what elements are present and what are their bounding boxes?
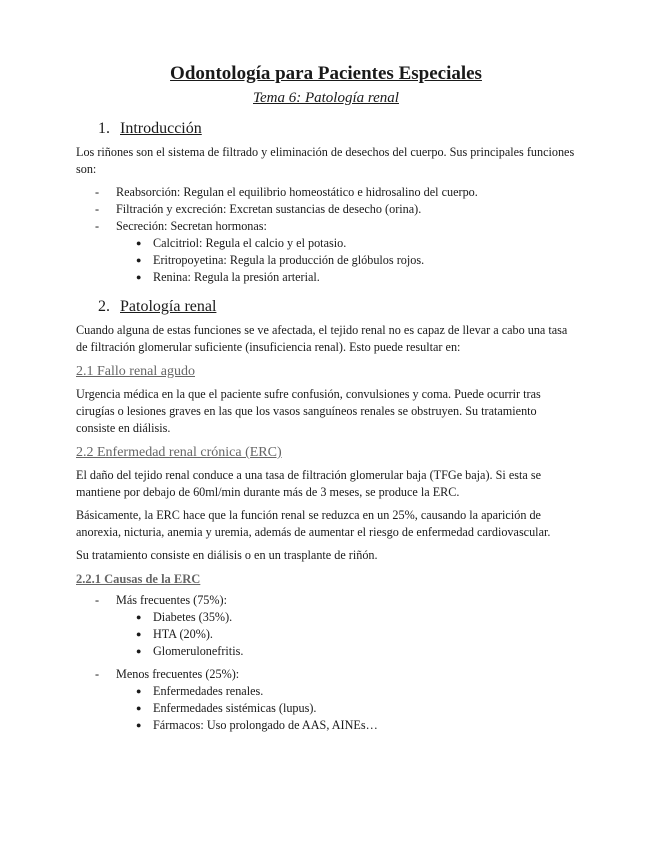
list-item-text: Menos frecuentes (25%): <box>116 667 240 681</box>
section-title: Introducción <box>120 120 202 137</box>
list-item-text: Reabsorción: Regulan el equilibrio homeostático e hidrosalino del cuerpo. <box>116 185 478 199</box>
list-item-text: Renina: Regula la presión arterial. <box>153 270 320 284</box>
paragraph: Su tratamiento consiste en diálisis o en un trasplante de riñón. <box>76 548 378 562</box>
list-item-text: Calcitriol: Regula el calcio y el potasio. <box>153 236 347 250</box>
list-item-text: HTA (20%). <box>153 627 213 641</box>
bullet-icon: ● <box>136 646 142 656</box>
document-title: Odontología para Pacientes Especiales <box>170 63 482 84</box>
section-heading-introduccion <box>76 118 576 140</box>
section-title: Patología renal <box>120 298 217 315</box>
subsubsection-heading-causas: 2.2.1 Causas de la ERC <box>76 572 201 586</box>
dash-marker: - <box>95 219 100 233</box>
list-item <box>116 717 576 734</box>
dash-marker: - <box>95 667 100 681</box>
paragraph: El daño del tejido renal conduce a una tasa de filtración glomerular baja (TFGe baja). Si esta se mantiene por debajo de 60ml/min durante más de 3 meses, se produce la ERC. <box>76 468 541 499</box>
list-item <box>116 269 576 286</box>
list-item-text: Más frecuentes (75%): <box>116 593 227 607</box>
list-item <box>76 666 576 734</box>
less-frequent-causes-list <box>116 683 576 734</box>
list-item <box>116 235 576 252</box>
list-item-text: Enfermedades renales. <box>153 684 264 698</box>
list-item-text: Eritropoyetina: Regula la producción de glóbulos rojos. <box>153 253 425 267</box>
frequent-causes-list <box>116 609 576 660</box>
document-subtitle: Tema 6: Patología renal <box>253 90 399 106</box>
list-item-text: Enfermedades sistémicas (lupus). <box>153 701 317 715</box>
list-item-text: Glomerulonefritis. <box>153 644 244 658</box>
dash-marker: - <box>95 185 100 199</box>
bullet-icon: ● <box>136 703 142 713</box>
bullet-icon: ● <box>136 255 142 265</box>
list-item-text: Fármacos: Uso prolongado de AAS, AINEs… <box>153 718 378 732</box>
list-item-text: Filtración y excreción: Excretan sustancias de desecho (orina). <box>116 202 422 216</box>
bullet-icon: ● <box>136 612 142 622</box>
list-item <box>116 626 576 643</box>
section-number: 1. <box>98 120 110 137</box>
document-page <box>76 62 576 734</box>
causes-list <box>76 592 576 734</box>
list-item <box>76 218 576 286</box>
bullet-icon: ● <box>136 272 142 282</box>
functions-list <box>76 184 576 286</box>
section-heading-patologia-renal <box>76 296 576 318</box>
list-item <box>116 609 576 626</box>
bullet-icon: ● <box>136 686 142 696</box>
subsection-heading-erc: 2.2 Enfermedad renal crónica (ERC) <box>76 445 282 460</box>
intro-paragraph: Los riñones son el sistema de filtrado y eliminación de desechos del cuerpo. Sus principales funciones son: <box>76 145 575 176</box>
intro-paragraph: Cuando alguna de estas funciones se ve afectada, el tejido renal no es capaz de llevar a cabo una tasa de filtración glomerular suficiente (insuficiencia renal). Esto puede resultar en: <box>76 323 568 354</box>
list-item-text: Diabetes (35%). <box>153 610 233 624</box>
list-item <box>76 184 576 201</box>
bullet-icon: ● <box>136 720 142 730</box>
dash-marker: - <box>95 202 100 216</box>
paragraph: Urgencia médica en la que el paciente sufre confusión, convulsiones y coma. Puede ocurrir tras cirugías o lesiones graves en las que los vasos sanguíneos renales se obstruyen. Su tratamiento consiste en diálisis. <box>76 387 541 435</box>
list-item <box>116 643 576 660</box>
bullet-icon: ● <box>136 238 142 248</box>
list-item <box>76 592 576 660</box>
bullet-icon: ● <box>136 629 142 639</box>
subsection-heading-fallo-renal: 2.1 Fallo renal agudo <box>76 364 195 379</box>
section-number: 2. <box>98 298 110 315</box>
list-item <box>116 700 576 717</box>
list-item <box>116 683 576 700</box>
list-item-text: Secreción: Secretan hormonas: <box>116 219 267 233</box>
dash-marker: - <box>95 593 100 607</box>
list-item <box>116 252 576 269</box>
paragraph: Básicamente, la ERC hace que la función renal se reduzca en un 25%, causando la aparición de anorexia, nicturia, anemia y uremia, además de aumentar el riesgo de enfermedad cardiovascular. <box>76 508 551 539</box>
hormones-list <box>116 235 576 286</box>
list-item <box>76 201 576 218</box>
